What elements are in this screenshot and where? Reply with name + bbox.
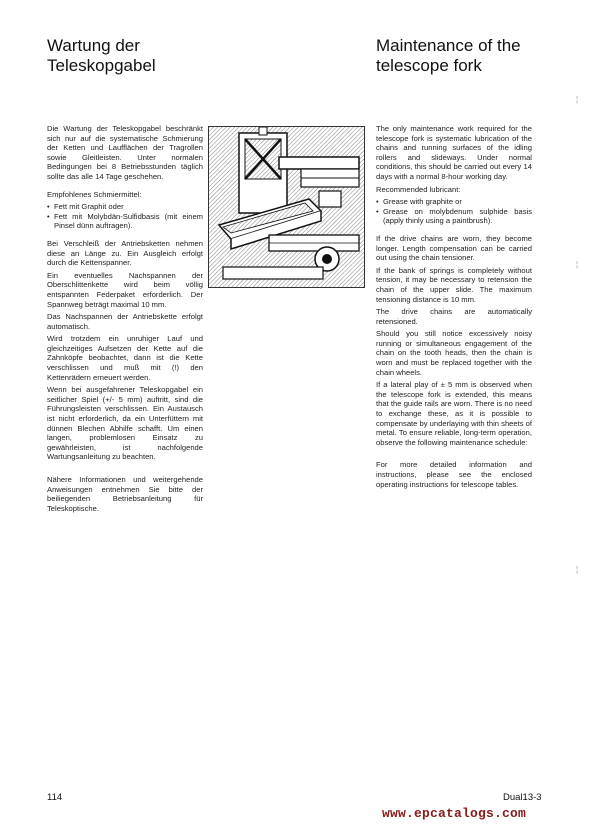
- document-reference: Dual13-3: [503, 792, 542, 803]
- paragraph: The only maintenance work required for the telescope fork is systematic lubrication of the chains and running surfaces of the idling rollers and slideways. Under normal conditions, this should be carried out every 14 days with a normal 8-hour working day.: [376, 124, 532, 181]
- fork-drawing: [209, 127, 364, 287]
- paragraph: Nähere Informationen und weitergehende Anweisungen entnehmen Sie bitte der beiliegenden Betriebsanleitung für Teleskoptische.: [47, 475, 203, 513]
- paragraph: For more detailed information and instructions, please see the enclosed operating instructions for telescope tables.: [376, 460, 532, 489]
- german-column: [47, 124, 203, 516]
- lubricant-list: [47, 202, 203, 231]
- list-item: • Fett mit Graphit oder: [47, 202, 203, 212]
- paragraph: Should you still notice excessively noisy running or simultaneous engagement of the chain on the tooth heads, then the chain is worn and must be replaced together with the chain wheels.: [376, 329, 532, 377]
- page-number: 114: [47, 792, 63, 803]
- page-title-german: Wartung der Teleskopgabel: [47, 36, 156, 75]
- margin-mark: ¦: [576, 565, 579, 574]
- margin-mark: ¦: [576, 95, 579, 104]
- lubricant-heading: Recommended lubricant:: [376, 184, 461, 194]
- margin-mark: ¦: [576, 260, 579, 269]
- lubricant-list: [376, 197, 532, 226]
- list-item: • Fett mit Molybdän-Sulfidbasis (mit einem Pinsel dünn auftragen).: [47, 212, 203, 231]
- paragraph: If the bank of springs is completely without tension, it may be necessary to retension the chain of the upper slide. The maximum tensioning distance is 10 mm.: [376, 265, 532, 304]
- paragraph: Wird trotzdem ein unruhiger Lauf und gleichzeitiges Aufsetzen der Kette auf die Zahnköpfe beobachtet, dann ist die Kette verschlissen und muß mit (!) den Kettenrädern erneuert werden.: [47, 334, 203, 382]
- paragraph: Das Nachspannen der Antriebskette erfolgt automatisch.: [47, 312, 203, 331]
- list-item: • Grease on molybdenum sulphide basis (apply thinly using a paintbrush).: [376, 207, 532, 226]
- paragraph: Ein eventuelles Nachspannen der Oberschlittenkette wird beim völlig entspannten Federpaket erforderlich. Der Spannweg beträgt maximal 10 mm.: [47, 270, 203, 309]
- watermark-link[interactable]: www.epcatalogs.com: [382, 806, 527, 821]
- english-column: [376, 124, 532, 492]
- paragraph: If the drive chains are worn, they become longer. Length compensation can be carried out using the chain tensioner.: [376, 233, 532, 263]
- paragraph: Bei Verschleiß der Antriebsketten nehmen diese an Länge zu. Ein Ausgleich erfolgt durch die Kettenspanner.: [47, 238, 203, 268]
- lubricant-heading: Empfohlenes Schmiermittel:: [47, 189, 142, 199]
- telescope-fork-illustration: [208, 126, 365, 288]
- list-item: • Grease with graphite or: [376, 197, 532, 207]
- page-title-english: Maintenance of the telescope fork: [376, 36, 521, 75]
- paragraph: If a lateral play of ± 5 mm is observed when the telescope fork is extended, this means that the guide rails are worn. There is no need to exchange these, as it is possible to compensate by underlaying with thin sheets of metal. To ensure reliable, long-term operation, observe the following maintenance schedule:: [376, 380, 532, 447]
- paragraph: Wenn bei ausgefahrener Teleskopgabel ein seitlicher Spiel (+/- 5 mm) auftritt, sind die Führungsleisten verschlissen. Ein Austausch ist nicht erforderlich, da ein Unterfüttern mit dünnen Blechen Abhilfe schafft. Um einen langen, problemlosen Einsatz zu gewährleisten, ist nachfolgende Wartungsanleitung zu beachten.: [47, 385, 203, 462]
- paragraph: The drive chains are automatically retensioned.: [376, 307, 532, 326]
- paragraph: Die Wartung der Teleskopgabel beschränkt sich nur auf die systematische Schmierung der Ketten und Laufflächen der Tragrollen sowie Gleitleisten. Unter normalen Bedingungen bei 8 Betriebsstunden täglich sollte das alle 14 Tage geschehen.: [47, 124, 203, 181]
